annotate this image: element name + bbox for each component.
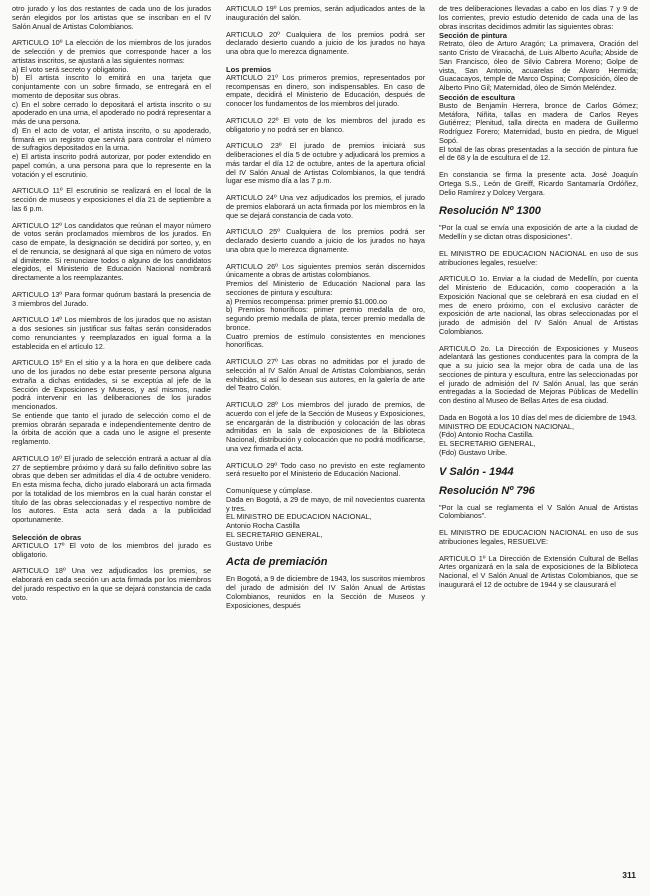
section-heading: Resolución Nº 1300 — [439, 205, 541, 218]
paragraph: ARTICULO 25º Cualquiera de los premios podrá ser declarado desierto cuando a juicio de los jurados no haya una obra que lo merezca dignamente. — [226, 227, 425, 254]
text-column-right — [439, 5, 638, 865]
subsection-heading: Selección de obras — [12, 532, 82, 542]
paragraph: d) En el acto de votar, el artista inscrito, o su apoderado, firmará en un registro que servirá para controlar el número de sufragios depositados en la urna. — [12, 125, 211, 153]
paragraph: ARTICULO 10º La elección de los miembros de los jurados de selección y de premios que corresponde hacer a los artistas inscritos, se ajustará a las siguientes normas: — [12, 38, 211, 65]
paragraph: Se entiende que tanto el jurado de selección como el de premios obrarán separada e independientemente dentro de la órbita de acción que a cada uno le asigne el presente reglamento. — [12, 410, 211, 446]
paragraph: Dada en Bogotá a los 10 días del mes de diciembre de 1943. — [439, 412, 637, 422]
paragraph: a) Premios recompensa: primer premio $1.000.oo — [226, 296, 388, 306]
text-column-middle — [226, 5, 425, 865]
paragraph: ARTICULO 11º El escrutinio se realizará en el local de la sección de museos y exposiciones el día 21 de septiembre a las 6 p.m. — [12, 186, 211, 213]
subsection-heading: Sección de pintura — [439, 31, 507, 41]
paragraph: Cuatro premios de estímulo consistentes en menciones honoríficas. — [226, 331, 425, 350]
paragraph: ARTICULO 14º Los miembros de los jurados que no asistan a dos sesiones sin justificar sus faltas serán considerados como renunciantes y reemplazados en igual forma a la establecida en el artículo 12. — [12, 315, 211, 351]
paragraph: MINISTRO DE EDUCACION NACIONAL, — [439, 421, 575, 431]
paragraph: EL MINISTRO DE EDUCACION NACIONAL en uso de sus atribuciones legales, RESUELVE: — [439, 528, 638, 546]
page-number: 311 — [622, 870, 636, 880]
paragraph: En constancia se firma la presente acta. José Joaquín Ortega S.S., León de Greiff, Ricardo Santamaría Ordóñez, Delio Ramírez y Dolcey Vergara. — [439, 170, 638, 197]
paragraph: ARTICULO 26º Los siguientes premios serán discernidos únicamente a obras de artistas colombianos. — [226, 261, 425, 280]
paragraph: Retrato, óleo de Arturo Aragón; La primavera, Oración del santo Cristo de Viracachá, de Luis Alberto Acuña; Abside de San Francisco, óleo de Silvio Cabrera Moreno; Golpe de vista, San Antonio, acuarelas de Alvaro Hermida; Guacacayos, temple de Marco Ospina; Composición, óleo de Alberto Pino Gil; Maternidad, óleo de Simón Meléndez. — [439, 39, 638, 92]
paragraph: ARTICULO 2o. La Dirección de Exposiciones y Museos adelantará las gestiones conducentes para la compra de la que a su juicio sea la mejor obra de cada una de las secciones de pintura y escultura, entre las seleccionadas por el jurado de admisión del IV Salón Anual, las que serán entregadas a la Sociedad de Mejoras Públicas de Medellín con destino al Museo de Bellas Artes de esa ciudad. — [439, 343, 638, 405]
paragraph: Antonio Rocha Castilla — [226, 521, 300, 530]
document-page — [12, 5, 638, 885]
paragraph: Gustavo Uribe — [226, 538, 273, 548]
paragraph: "Por la cual se envía una exposición de arte a la ciudad de Medellín y se dictan otras disposiciones". — [439, 223, 638, 241]
text-column-left — [12, 5, 211, 865]
paragraph: Busto de Benjamín Herrera, bronce de Carlos Gómez; Metáfora, Niñita, tallas en madera de Carlos Reyes Gutiérrez; Plenitud, talla directa en madera de Guillermo Rodríguez Forero; Maternidad, busto en piedra, de Miguel Sopó. — [439, 100, 638, 145]
paragraph: ARTICULO 20º Cualquiera de los premios podrá ser declarado desierto cuando a juicio de los jurados no haya una obra que lo merezca dignamente. — [226, 29, 425, 56]
paragraph: ARTICULO 17º El voto de los miembros del jurado es obligatorio. — [12, 540, 211, 559]
paragraph: EL SECRETARIO GENERAL, — [439, 439, 536, 448]
paragraph: ARTICULO 15º En el sitio y a la hora en que delibere cada uno de los jurados no debe estar presente persona alguna extraña a dichas entidades, si se exceptúa al jefe de la Sección de Exposiciones y Museos, y así mismos, nadie podrá intervenir en las deliberaciones de los jurados mencionados. — [12, 358, 211, 411]
paragraph: ARTICULO 1º La Dirección de Extensión Cultural de Bellas Artes organizará en la sala de exposiciones de la Biblioteca Nacional, el V Salón Anual de Artistas Colombianos, que se inaugurará el 12 de octubre de 1944 y se clausurará el — [439, 553, 638, 589]
paragraph: ARTICULO 27º Las obras no admitidas por el jurado de selección al IV Salón Anual de Artistas Colombianos, serán exhibidas, si así lo desean sus autores, en la galería de arte del Teatro Colón. — [226, 357, 425, 393]
paragraph: (Fdo) Gustavo Uribe. — [439, 447, 508, 457]
paragraph: "Por la cual se reglamenta el V Salón Anual de Artistas Colombianos". — [439, 502, 638, 521]
paragraph: Premios del Ministerio de Educación Nacional para las secciones de pintura y escultura: — [226, 279, 425, 297]
paragraph: (Fdo) Antonio Rocha Castilla. — [439, 430, 534, 440]
paragraph: EL MINISTRO DE EDUCACION NACIONAL, — [226, 512, 372, 522]
paragraph: EL SECRETARIO GENERAL, — [226, 529, 323, 539]
paragraph: ARTICULO 12º Los candidatos que reúnan el mayor número de votos serán proclamados miembros de los jurados. En caso de empate, la designación se decidirá por sorteo, y, en el de renuncia, se designará al que siga en número de votos al dimitente. Si renunciare todos o alguno de los candidatos elegidos, el Ministerio de Educación Nacional nombrará directamente a los reemplazantes. — [12, 220, 211, 282]
paragraph: ARTICULO 16º El jurado de selección entrará a actuar al día 27 de septiembre próximo y dará su fallo definitivo sobre las obras que deben ser admitidas el día 4 de octubre venidero. En esta misma fecha, dicho jurado elaborará un acta firmada por la totalidad de los miembros en la cual harán constar el título de las obras seleccionadas y el respectivo nombre de los autores. Esta acta será dada a la publicidad oportunamente. — [12, 453, 211, 524]
paragraph: ARTICULO 1o. Enviar a la ciudad de Medellín, por cuenta del Ministerio de Educación, como cooperación a la Exposición Nacional que se celebrará en esa ciudad en el mes de enero próximo, con el exclusivo carácter de exposición de arte nacional, las obras seleccionadas por el jurado de admisión del IV Salón Anual de Artistas Colombianos. — [439, 274, 638, 336]
paragraph: ARTICULO 29º Todo caso no previsto en este reglamento será resuelto por el Ministerio de Educación Nacional. — [226, 460, 425, 479]
paragraph: b) El artista inscrito lo emitirá en una tarjeta que conjuntamente con un sobre firmado, se entregará en el momento de depositar sus obras. — [12, 73, 211, 100]
paragraph: ARTICULO 21º Los primeros premios, representados por recompensas en dinero, son indispensables. En caso de empate, decidirá el Ministerio de Educación, después de conocer los fundamentos de los miembros del jurado. — [226, 72, 425, 108]
paragraph: ARTICULO 22º El voto de los miembros del jurado es obligatorio y no podrá ser en blanco. — [226, 115, 425, 134]
paragraph: El total de las obras presentadas a la sección de pintura fue el de 68 y la de escultura el de 12. — [439, 144, 638, 163]
paragraph: ARTICULO 18º Una vez adjudicados los premios, se elaborará en cada sección un acta firmada por los miembros del jurado respectivo en la que se dejará constancia de cada voto. — [12, 566, 211, 602]
paragraph: Comuníquese y cúmplase. — [226, 486, 313, 495]
section-heading: Acta de premiación — [226, 556, 328, 569]
subsection-heading: Los premios — [226, 64, 272, 74]
paragraph: En Bogotá, a 9 de diciembre de 1943, los suscritos miembros del jurado de admisión del IV Salón Anual de Artistas Colombianos, reunidos en la Sección de Museos y Exposiciones, después — [226, 574, 425, 610]
paragraph: b) Premios honoríficos: primer premio medalla de oro, segundo premio medalla de plata, tercer premio medalla de bronce. — [226, 305, 425, 332]
paragraph: EL MINISTRO DE EDUCACION NACIONAL en uso de sus atribuciones legales, resuelve: — [439, 248, 638, 267]
paragraph: ARTICULO 23º El jurado de premios iniciará sus deliberaciones el día 5 de octubre y adjudicará los premios a más tardar el día 12 de octubre, antes de la apertura oficial del IV Salón Anual de Artistas Colombianos, la que tendrá lugar ese mismo día a las 7 p.m. — [226, 141, 425, 186]
paragraph: e) El artista inscrito podrá autorizar, por poder extendido en papel común, a una persona para que lo represente en la votación y el escrutinio. — [12, 152, 211, 179]
paragraph: ARTICULO 24º Una vez adjudicados los premios, el jurado de premios elaborará un acta firmada por los miembros en la que se dejará constancia de cada voto. — [226, 193, 425, 220]
paragraph: ARTICULO 13º Para formar quórum bastará la presencia de 3 miembros del Jurado. — [12, 289, 211, 308]
section-heading: Resolución Nº 796 — [439, 484, 535, 497]
paragraph: a) El voto será secreto y obligatorio. — [12, 64, 129, 74]
paragraph: ARTICULO 19º Los premios, serán adjudicados antes de la inauguración del salón. — [226, 5, 425, 22]
paragraph: c) En el sobre cerrado lo depositará el artista inscrito o su apoderado en una urna, el apoderado no podrá representar a más de una persona. — [12, 99, 211, 126]
paragraph: Dada en Bogotá, a 29 de mayo, de mil novecientos cuarenta y tres. — [226, 494, 425, 513]
paragraph: de tres deliberaciones llevadas a cabo en los días 7 y 9 de los corrientes, previo estudio detenido de cada una de las obras inscritas decidimos admitir las siguientes obras: — [439, 5, 638, 31]
paragraph: ARTICULO 28º Los miembros del jurado de premios, de acuerdo con el jefe de la Sección de Museos y Exposiciones, se encargarán de la distribución y colocación de las obras admitidas en la sala de exposiciones de la Biblioteca Nacional, distribución y colocación que no podrá modificarse, una vez firmada el acta. — [226, 400, 425, 453]
section-heading: V Salón - 1944 — [439, 465, 514, 478]
subsection-heading: Sección de escultura — [439, 92, 515, 102]
paragraph: otro jurado y los dos restantes de cada uno de los jurados serán elegidos por los artistas que se inscriban en el IV Salón Anual de Artistas Colombianos. — [12, 5, 211, 31]
